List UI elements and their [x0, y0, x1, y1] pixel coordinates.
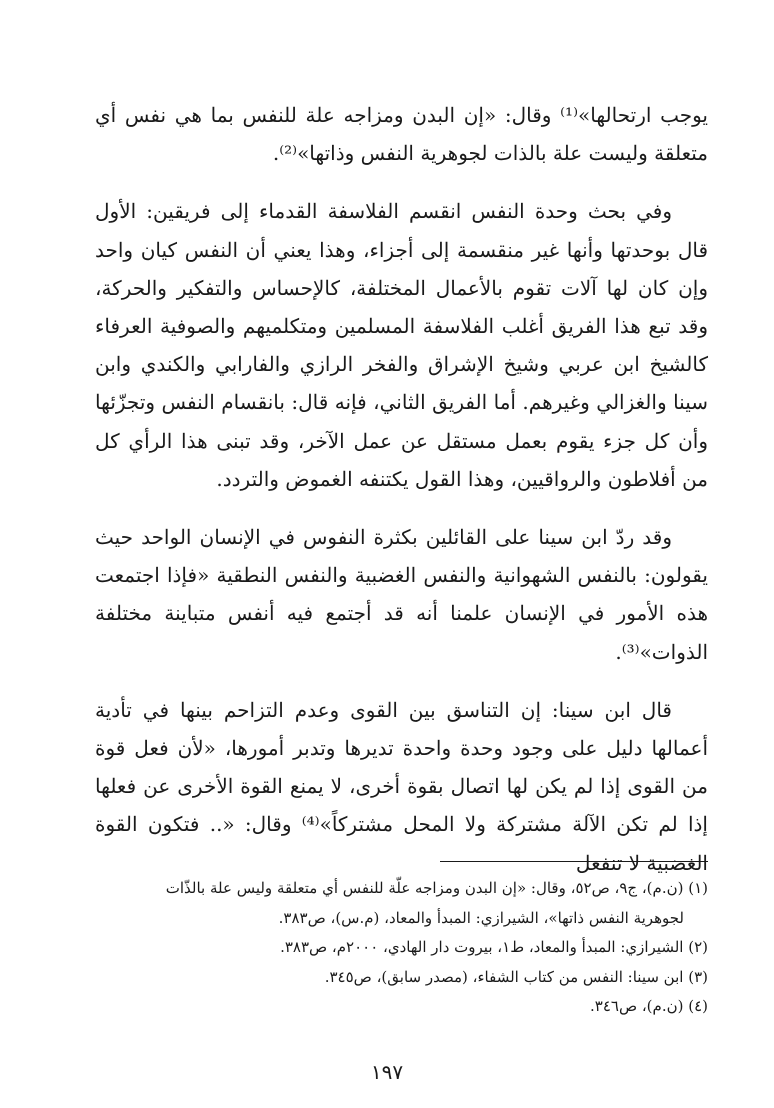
text-line: ابن عربي وشيخ الإشراق والفخر الرازي والفارابي والكندي وابن سينا: [95, 352, 708, 415]
footnote-1: (١) (ن.م)، ج٩، ص٥٢، وقال: «إن البدن ومزاجه علّة للنفس أي متعلقة وليس علة بالذّات: [165, 879, 708, 897]
text-line: الذوات»⁽³⁾.: [615, 639, 708, 664]
footnote-separator: [440, 861, 708, 862]
text-line: قال ابن سينا: إن التناسق بين القوى وعدم التزاحم بينها في تأدية أعمالها: [95, 697, 709, 761]
text-line: تبع هذا الفريق أغلب الفلاسفة المسلمين ومتكلميهم والصوفية العرفاء كالشيخ: [95, 314, 708, 377]
text-line: الآلة مشتركة ولا المحل مشتركاً»⁽⁴⁾ وقال: «.. فتكون القوة الغضبية لا تنفعل: [95, 812, 708, 875]
text-line: متعلقة وليست علة بالذات لجوهرية النفس وذاتها»⁽²⁾.: [272, 141, 708, 166]
footnote-4: (٤) (ن.م)، ص٣٤٦.: [589, 997, 708, 1015]
text-line: هذه الأمور في الإنسان علمنا أنه قد أجتمع فيه أنفس متباينة مختلفة: [95, 601, 708, 626]
footnote-3: (٣) ابن سينا: النفس من كتاب الشفاء، (مصدر سابق)، ص٣٤٥.: [324, 967, 708, 986]
paragraph-2: [95, 192, 708, 498]
body-text: [95, 96, 708, 882]
text-line: أفلاطون والرواقيين، وهذا القول يكتنفه الغموض والتردد.: [216, 466, 676, 491]
text-line: وقد ردّ ابن سينا على القائلين بكثرة النفوس في الإنسان الواحد حيث: [95, 525, 672, 550]
page-number: ١٩٧: [370, 1060, 404, 1084]
footnote-2: (٢) الشيرازي: المبدأ والمعاد، ط١، بيروت دار الهادي، ٢٠٠٠م، ص٣٨٣.: [280, 938, 708, 956]
text-line: يوجب ارتحالها»⁽¹⁾ وقال: «إن البدن ومزاجه علة للنفس بما هي نفس أي: [95, 103, 708, 127]
text-line: إذا لم يكن لها اتصال بقوة أخرى، لا يمنع القوة الأخرى عن فعلها إذا لم تكن: [95, 774, 708, 837]
text-line: دليل على وجود وحدة واحدة تديرها وتدبر أمورها، «لأن فعل قوة من القوى: [95, 736, 708, 799]
text-line: يقولون: بالنفس الشهوانية والنفس الغضبية والنفس النطقية «فإذا اجتمعت: [95, 563, 708, 588]
text-line: كان لها آلات تقوم بالأعمال المختلفة، كالإحساس والتفكير والحركة، وقد: [95, 275, 708, 339]
paragraph-1: [95, 96, 708, 172]
text-line: كل جزء يقوم بعمل مستقل عن عمل الآخر، وقد تبنى هذا الرأي كل من: [95, 428, 708, 491]
text-line: بوحدتها وأنها غير منقسمة إلى أجزاء، وهذا يعني أن النفس كيان واحد وإن: [95, 237, 708, 300]
text-line: وفي بحث وحدة النفس انقسم الفلاسفة القدماء إلى فريقين: الأول قال: [95, 199, 709, 262]
text-line: والغزالي وغيرهم. أما الفريق الثاني، فإنه قال: بانقسام النفس وتجزّئها وأن: [95, 390, 708, 453]
footnotes: [95, 874, 708, 1022]
paragraph-3: [95, 518, 708, 671]
paragraph-4: [95, 691, 708, 882]
footnote-1-continued: لجوهرية النفس ذاتها»، الشيرازي: المبدأ والمعاد، (م.س)، ص٣٨٣.: [278, 908, 684, 927]
